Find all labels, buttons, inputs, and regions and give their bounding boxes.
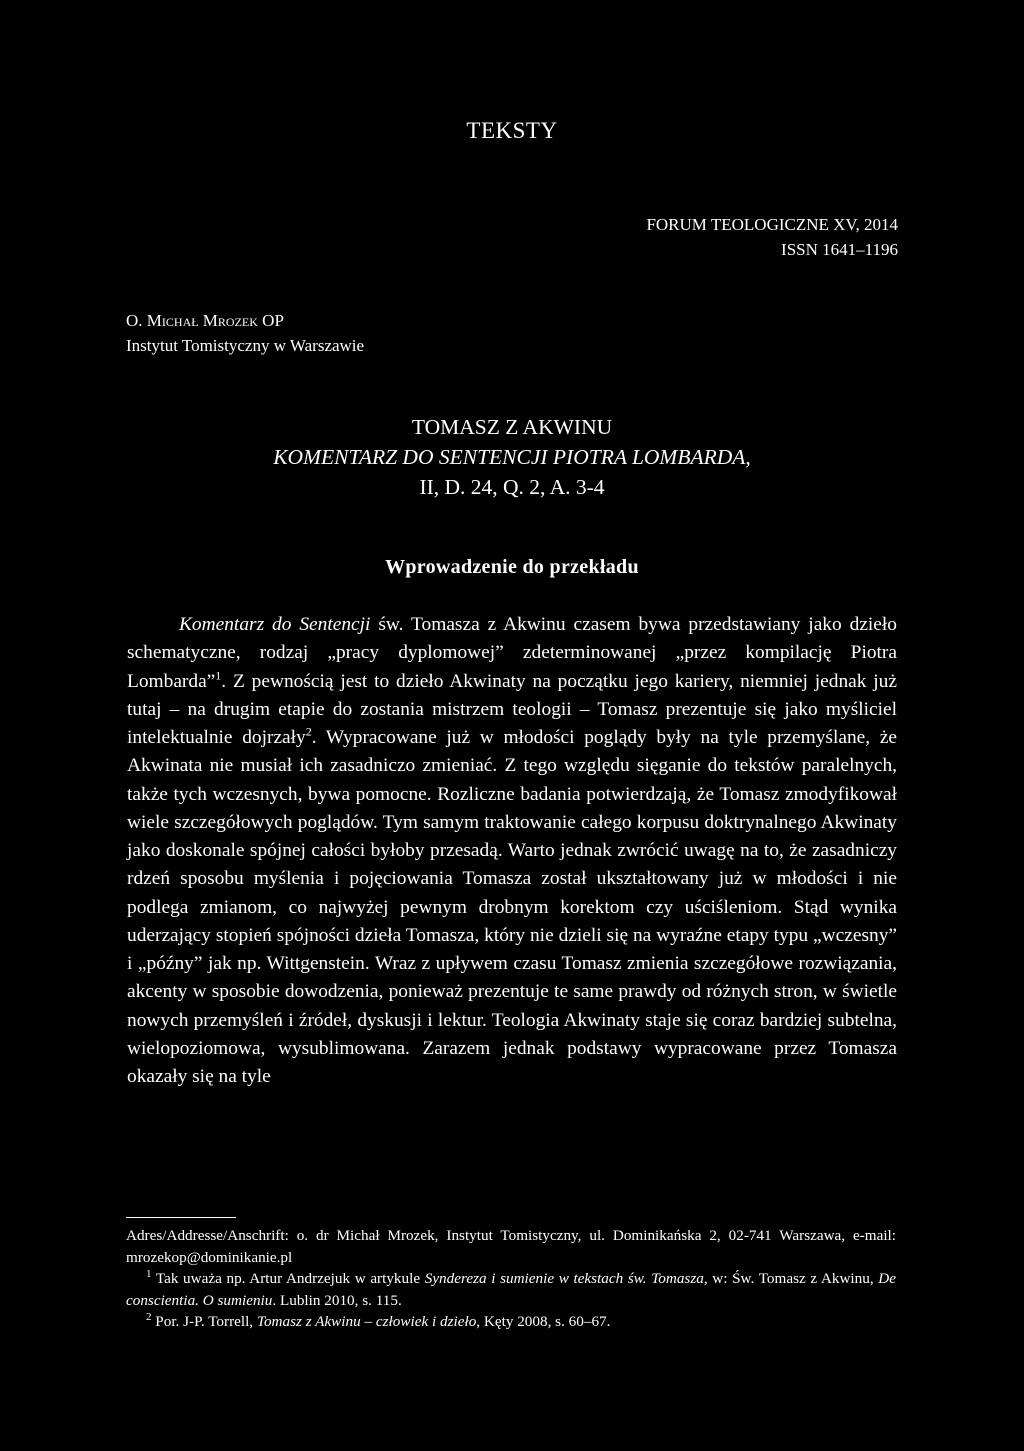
author-block — [126, 308, 364, 358]
author-name-line — [126, 308, 364, 333]
footnotes — [126, 1225, 896, 1333]
article-title — [0, 412, 1024, 502]
text-run: . Lublin 2010, s. 115. — [272, 1291, 402, 1309]
text-run: , w: Św. Tomasz z Akwinu, — [703, 1270, 879, 1287]
italic-title: Tomasz z Akwinu – człowiek i dzieło — [256, 1313, 477, 1330]
author-prefix: O. — [126, 311, 147, 330]
text-run: , Kęty 2008, s. 60–67. — [476, 1313, 611, 1330]
subheading: Wprowadzenie do przekładu — [385, 556, 639, 578]
footnote-number: 2 — [146, 1310, 152, 1323]
author-suffix: OP — [257, 311, 284, 330]
text-run: . Z pewnością jest to dzieło Akwinaty na początku jego kariery, niemniej jednak już tutaj – na drugim etapie do zostania mistrzem teologii – Tomasz prezentuje się jako myśliciel intelektualnie dojrzały — [127, 670, 897, 748]
italic-title: De conscientia. O sumieniu — [126, 1270, 896, 1309]
footnote-ref-1: 1 — [215, 668, 222, 683]
body-text — [127, 611, 897, 1091]
footnote-number: 1 — [146, 1267, 152, 1280]
author-affiliation: Instytut Tomistyczny w Warszawie — [126, 336, 365, 355]
footnote-1 — [126, 1268, 896, 1311]
journal-issn: ISSN 1641–1196 — [781, 240, 898, 259]
footnote-ref-2: 2 — [305, 724, 312, 739]
address-note: Adres/Addresse/Anschrift: o. dr Michał Mrozek, Instytut Tomistyczny, ul. Dominikańska 2, 02-741 Warszawa, e-mail: mrozekop@dominikanie.pl — [126, 1227, 896, 1266]
journal-info — [646, 212, 898, 262]
text-run: Tak uważa np. Artur Andrzejuk w artykule — [151, 1270, 425, 1287]
section-heading: TEKSTY — [466, 118, 558, 143]
title-line-3: II, D. 24, Q. 2, A. 3-4 — [419, 475, 605, 499]
text-run: . Wypracowane już w młodości poglądy były na tyle przemyślane, że Akwinata nie musiał ich zasadniczo zmieniać. Z tego względu sięganie do tekstów paralelnych, także tych wczesnych, bywa pomocne. Rozliczne badania potwierdzają, że Tomasz zmodyfikował wiele szczegółowych poglądów. Tym samym traktowanie całego korpusu doktrynalnego Akwinaty jako doskonale spójnej całości byłoby przesadą. Warto jednak zwrócić uwagę na to, że zasadniczy rdzeń sposobu myślenia i pojęciowania Tomasza został ukształtowany już w młodości i nie podlega zmianom, co najwyżej pewnym drobnym korektom czy uściśleniom. Stąd wynika uderzający stopień spójności dzieła Tomasza, który nie dzieli się na wyraźne etapy typu „wczesny” i „późny” jak np. Wittgenstein. Wraz z upływem czasu Tomasz zmienia szczegółowe rozwiązania, akcenty w sposobie dowodzenia, ponieważ prezentuje te same prawdy od różnych stron, w świetle nowych przemyśleń i źródeł, dyskusji i lektur. Teologia Akwinaty staje się coraz bardziej subtelna, wielopoziomowa, wysublimowana. Zarazem jednak podstawy wypracowane przez Tomasza okazały się na tyle — [127, 727, 897, 1087]
italic-title: Syndereza i sumienie w tekstach św. Tomasza — [424, 1270, 704, 1287]
paragraph — [127, 611, 897, 1091]
title-line-1: TOMASZ Z AKWINU — [411, 415, 613, 439]
author-name: Michał Mrozek — [146, 311, 258, 330]
text-run: Por. J-P. Torrell, — [151, 1313, 257, 1330]
text-run: św. Tomasza z Akwinu czasem bywa przedstawiany jako dzieło schematyczne, rodzaj „pracy dyplomowej” zdeterminowanej „przez kompilację Piotra Lombarda” — [127, 614, 897, 692]
footnote-2 — [126, 1311, 896, 1333]
journal-title: FORUM TEOLOGICZNE XV, 2014 — [646, 215, 898, 234]
italic-work-title: Komentarz do Sentencji — [179, 614, 371, 635]
title-line-2: KOMENTARZ DO SENTENCJI PIOTRA LOMBARDA, — [273, 445, 751, 469]
footnote-separator — [126, 1217, 236, 1218]
